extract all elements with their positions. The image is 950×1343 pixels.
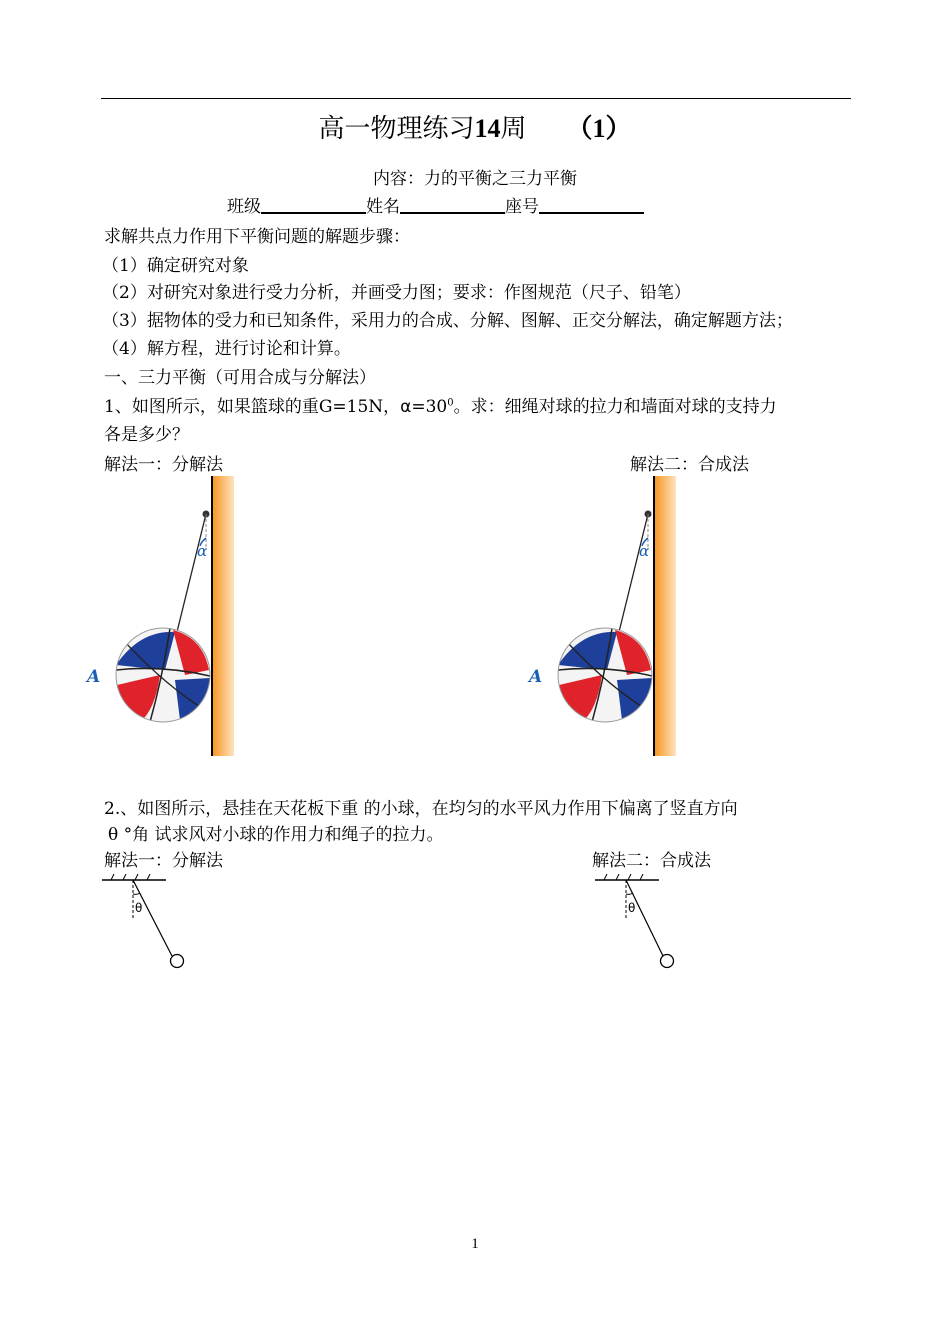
question-2-line-2: θ °角 试求风对小球的作用力和绳子的拉力。 xyxy=(108,825,444,845)
student-form xyxy=(227,192,644,217)
step-3: （3）据物体的受力和已知条件，采用力的合成、分解、图解、正交分解法，确定解题方法； xyxy=(102,311,793,331)
question-2-line-1: 2.、如图所示，悬挂在天花板下重 的小球，在均匀的水平风力作用下偏离了竖直方向 xyxy=(104,799,738,819)
page-title: 高一物理练习14周 （1） xyxy=(318,114,632,144)
small-ball xyxy=(171,955,184,968)
string xyxy=(133,880,172,956)
page-number: 1 xyxy=(471,1236,479,1252)
string xyxy=(626,880,663,956)
step-1: （1）确定研究对象 xyxy=(102,256,249,276)
subtitle: 内容：力的平衡之三力平衡 xyxy=(373,169,577,189)
seat-label: 座号 xyxy=(505,197,539,217)
point-a-label: A xyxy=(87,667,101,687)
basketball xyxy=(557,628,657,728)
pendulum-figure-right xyxy=(593,870,693,975)
seat-blank[interactable] xyxy=(539,196,644,214)
name-blank[interactable] xyxy=(400,196,505,214)
alpha-label: α xyxy=(639,542,650,560)
theta-label: θ xyxy=(135,901,143,915)
q1-method-1: 解法一：分解法 xyxy=(104,455,223,475)
name-label: 姓名 xyxy=(366,197,400,217)
class-label: 班级 xyxy=(227,197,261,217)
q2-method-2: 解法二：合成法 xyxy=(592,851,711,871)
point-a-label: A xyxy=(529,667,543,687)
section-heading: 一、三力平衡（可用合成与分解法） xyxy=(104,368,376,388)
wall xyxy=(212,476,234,756)
step-4: （4）解方程，进行讨论和计算。 xyxy=(102,339,351,359)
steps-intro: 求解共点力作用下平衡问题的解题步骤： xyxy=(104,227,410,247)
basketball-figure-left xyxy=(85,470,245,760)
wall xyxy=(654,476,676,756)
class-blank[interactable] xyxy=(261,196,366,214)
q2-method-1: 解法一：分解法 xyxy=(104,851,223,871)
small-ball xyxy=(661,955,674,968)
top-rule xyxy=(101,98,851,99)
basketball xyxy=(115,628,215,728)
basketball-figure-right xyxy=(527,470,687,760)
alpha-label: α xyxy=(197,542,208,560)
pendulum-figure-left xyxy=(100,870,200,975)
rope xyxy=(618,514,648,636)
q1-method-2: 解法二：合成法 xyxy=(630,455,749,475)
theta-label: θ xyxy=(628,901,636,915)
question-1-line-1: 1、如图所示，如果篮球的重G=15N，$\alpha=30^0$。求：细绳对球的拉力和墙面对球的支持力 xyxy=(104,397,777,417)
question-1-line-2: 各是多少？ xyxy=(104,425,189,445)
step-2: （2）对研究对象进行受力分析，并画受力图；要求：作图规范（尺子、铅笔） xyxy=(102,283,691,303)
rope xyxy=(176,514,206,636)
